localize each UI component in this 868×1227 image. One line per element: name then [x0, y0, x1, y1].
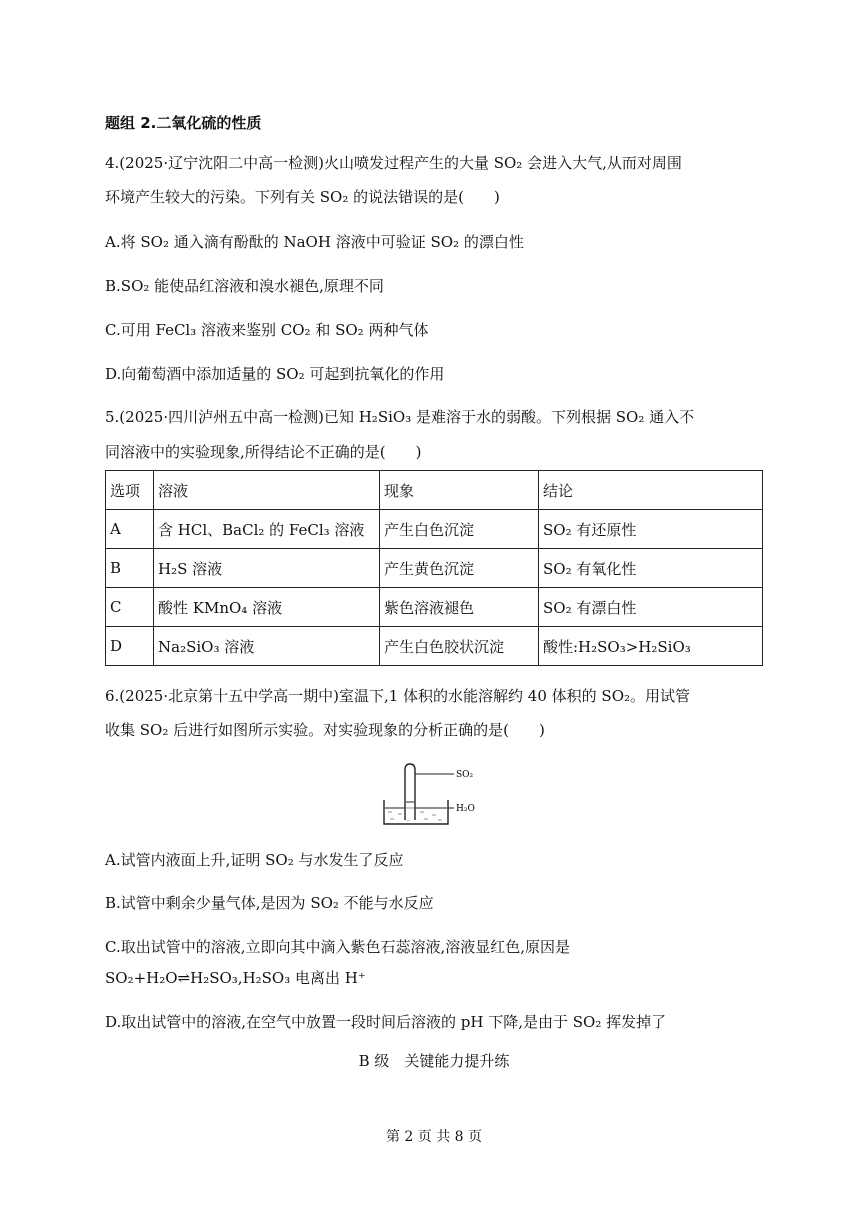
table-header-cell: 现象 — [380, 471, 539, 510]
q5-stem-line1: 5.(2025·四川泸州五中高一检测)已知 H₂SiO₃ 是难溶于水的弱酸。下列根据 SO₂ 通入不 — [105, 408, 695, 426]
q6-stem-line2: 收集 SO₂ 后进行如图所示实验。对实验现象的分析正确的是( ) — [105, 721, 545, 739]
table-row — [106, 510, 763, 549]
q4-stem-line2: 环境产生较大的污染。下列有关 SO₂ 的说法错误的是( ) — [105, 188, 500, 206]
table-cell: SO₂ 有漂白性 — [539, 588, 763, 627]
q6-option-d: D.取出试管中的溶液,在空气中放置一段时间后溶液的 pH 下降,是由于 SO₂ 挥发掉了 — [105, 1013, 667, 1031]
table-header-cell: 选项 — [106, 471, 154, 510]
table-cell: C — [106, 588, 154, 627]
q6-option-c: C.取出试管中的溶液,立即向其中滴入紫色石蕊溶液,溶液显红色,原因是 — [105, 938, 571, 956]
group-title: 题组 2.二氧化硫的性质 — [105, 114, 262, 132]
table-cell: SO₂ 有还原性 — [539, 510, 763, 549]
q6-option-c-equation: SO₂+H₂O⇌H₂SO₃,H₂SO₃ 电离出 H⁺ — [105, 969, 366, 987]
page-number: 第 2 页 共 8 页 — [385, 1129, 483, 1145]
table-cell: 产生黄色沉淀 — [380, 549, 539, 588]
q4-option-c: C.可用 FeCl₃ 溶液来鉴别 CO₂ 和 SO₂ 两种气体 — [105, 321, 429, 339]
experiment-table — [105, 470, 763, 666]
q4-stem-line1: 4.(2025·辽宁沈阳二中高一检测)火山喷发过程产生的大量 SO₂ 会进入大气,从而对周围 — [105, 154, 682, 172]
level-heading: B 级 关键能力提升练 — [358, 1052, 510, 1070]
gas-label: SO₂ — [456, 770, 474, 780]
table-header-cell: 结论 — [539, 471, 763, 510]
q6-stem-line1: 6.(2025·北京第十五中学高一期中)室温下,1 体积的水能溶解约 40 体积的 SO₂。用试管 — [105, 687, 691, 705]
q6-option-a: A.试管内液面上升,证明 SO₂ 与水发生了反应 — [105, 851, 404, 869]
table-cell: A — [106, 510, 154, 549]
table-cell: 酸性 KMnO₄ 溶液 — [154, 588, 380, 627]
table-cell: 酸性:H₂SO₃>H₂SiO₃ — [539, 627, 763, 666]
table-cell: 产生白色胶状沉淀 — [380, 627, 539, 666]
table-header-cell: 溶液 — [154, 471, 380, 510]
table-cell: 含 HCl、BaCl₂ 的 FeCl₃ 溶液 — [154, 510, 380, 549]
table-cell: 产生白色沉淀 — [380, 510, 539, 549]
q4-option-d: D.向葡萄酒中添加适量的 SO₂ 可起到抗氧化的作用 — [105, 365, 445, 383]
q6-option-b: B.试管中剩余少量气体,是因为 SO₂ 不能与水反应 — [105, 894, 434, 912]
table-header-row — [106, 471, 763, 510]
table-cell: D — [106, 627, 154, 666]
water-label: H₂O — [456, 804, 475, 814]
q5-stem-line2: 同溶液中的实验现象,所得结论不正确的是( ) — [105, 443, 422, 461]
table-row — [106, 588, 763, 627]
test-tube-diagram — [380, 762, 490, 832]
table-cell: H₂S 溶液 — [154, 549, 380, 588]
table-cell: B — [106, 549, 154, 588]
q4-option-b: B.SO₂ 能使品红溶液和溴水褪色,原理不同 — [105, 277, 384, 295]
q4-option-a: A.将 SO₂ 通入滴有酚酞的 NaOH 溶液中可验证 SO₂ 的漂白性 — [105, 233, 524, 251]
table-row — [106, 627, 763, 666]
table-cell: SO₂ 有氧化性 — [539, 549, 763, 588]
table-cell: 紫色溶液褪色 — [380, 588, 539, 627]
table-row — [106, 549, 763, 588]
table-cell: Na₂SiO₃ 溶液 — [154, 627, 380, 666]
